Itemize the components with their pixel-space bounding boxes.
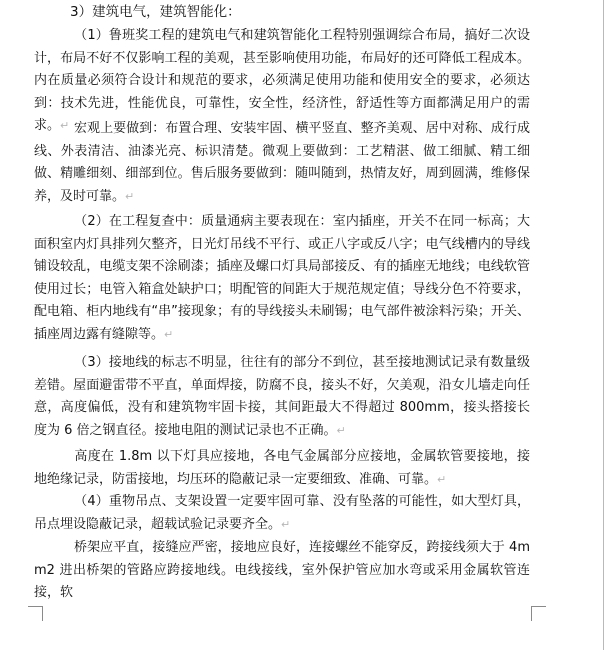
paragraph-mark-icon: ↵ — [437, 472, 447, 486]
paragraph-mark-icon: ↵ — [60, 119, 70, 132]
paragraph-5[interactable]: 高度在 1.8m 以下灯具应接地，各电气金属部分应接地，金属软管要接地，接地绝缘记录，防雷接地，均压环的隐蔽记录一定要细致、准确、可靠。↵ — [34, 449, 530, 487]
paragraph-6[interactable]: （4）重物吊点、支架设置一定要牢固可靠、没有坠落的可能性，如大型灯具，吊点埋设隐蔽记录，超载试验记录要齐全。↵ — [34, 494, 530, 532]
paragraph-3[interactable]: （2）在工程复查中：质量通病主要表现在：室内插座，开关不在同一标高；大面积室内灯具排列欠整齐，日光灯吊线不平行、或正八字或反八字；电气线槽内的导线铺设较乱，电缆支架不涂刷漆；插座及螺口灯具局部接反、有的插座无地线；电线软管使用过长；电管入箱盒处缺护口；明配管的间距大于规范规定值；导线分色不符要求，配电箱、柜内地线有“串”接现象；有的导线接头未刷锡；电气部件被涂料污染；开关、插座周边露有缝隙等。↵ — [34, 214, 530, 342]
paragraph-2[interactable]: 宏观上要做到：布置合理、安装牢固、横平竖直、整齐美观、居中对称、成行成线、外表清洁、油漆光亮、标识清楚。微观上要做到：工艺精湛、做工细腻、精工细做、精雕细刻、细部到位。售后服务要做到：随叫随到，热情友好，周到圆满，维修保养，及时可靠。↵ — [34, 121, 530, 204]
section-heading: 3）建筑电气，建筑智能化： — [70, 4, 241, 20]
page-corner-mark-right — [531, 606, 546, 621]
paragraph-7[interactable]: 桥架应平直，接缝应严密，接地应良好，连接螺丝不能穿反，跨接线须大于 4mm2 进出桥架的管路应跨接地线。电线接线，室外保护管应加水弯或采用金属软管连接，软 — [34, 540, 530, 600]
page-corner-mark-left — [28, 606, 43, 621]
paragraph-1[interactable]: （1）鲁班奖工程的建筑电气和建筑智能化工程特别强调综合布局，搞好二次设计，布局不好不仅影响工程的美观，甚至影响使用功能，布局好的还可降低工程成本。内在质量必须符合设计和规范的要求，必须满足使用功能和使用安全的要求，必须达到：技术先进，性能优良，可靠性，安全性，经济性，舒适性等方面都满足用户的需求。↵ — [34, 28, 530, 133]
paragraph-4[interactable]: （3）接地线的标志不明显，往往有的部分不到位，甚至接地测试记录有数量级差错。屋面避雷带不平直，单面焊接，防腐不良，接头不好，欠美观，沿女儿墙走向任意，高度偏低，没有和建筑物牢固卡接，其间距最大不得超过 800mm，接头搭接长度为 6 倍之钢直径。接地电阻的测试记录也不正确。↵ — [34, 355, 530, 438]
paragraph-mark-icon: ↵ — [336, 423, 346, 437]
paragraph-mark-icon: ↵ — [281, 517, 291, 531]
window-edge-line — [603, 0, 604, 650]
paragraph-mark-icon: ↵ — [125, 189, 135, 203]
paragraph-mark-icon: ↵ — [164, 327, 174, 341]
